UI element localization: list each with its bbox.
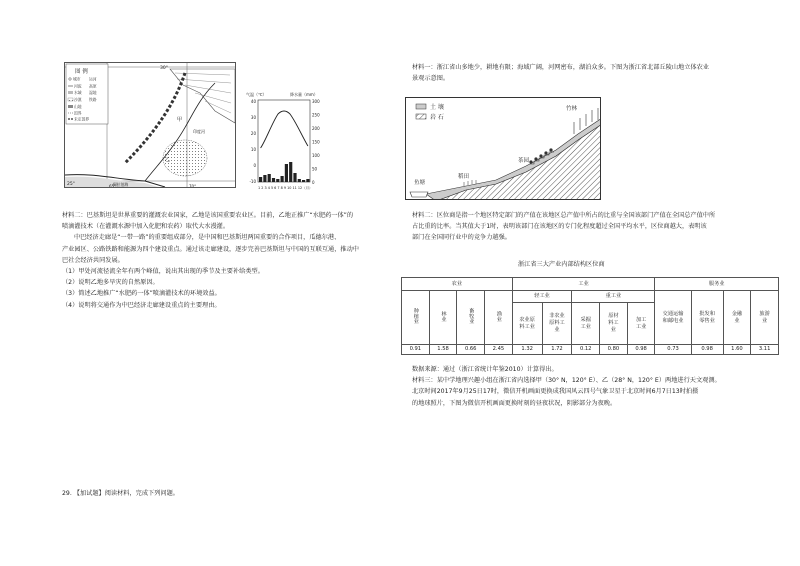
- right-tick: 50: [312, 166, 318, 172]
- lon-label: 65°: [109, 184, 117, 188]
- table-cell: 3.11: [751, 345, 779, 355]
- material1-line: 景观示意图。: [412, 75, 450, 83]
- col-header: 批发和零售业: [699, 310, 715, 324]
- question-1: （1）甲处河流径流全年有两个峰值，说出其出现的季节及主要补给类型。: [62, 268, 264, 276]
- legend-item: 湿地: [89, 90, 97, 95]
- table-cell: 0.98: [627, 345, 655, 355]
- map-legend-title: 图 例: [75, 69, 88, 75]
- sub-group-heavy: 重工业: [572, 291, 655, 303]
- terrace-diagram: [405, 97, 601, 200]
- climate-chart-svg: [244, 88, 326, 192]
- material2: [412, 210, 782, 244]
- left-tick: -10: [249, 179, 256, 184]
- corridor-line: 产业园区、公路铁路和能源为四个建设重点。通过该走廊建设，逐步完善巴基斯坦与中国的互联互通，推动中: [62, 245, 359, 253]
- material3-line: 材料三：某中学地理兴趣小组在浙江省内选择甲（30° N，120° E）、乙（28° N，120° E）两地进行天文观测。: [412, 377, 721, 385]
- col-header: 畜牧业: [468, 308, 475, 324]
- table-cell: 2.45: [485, 345, 513, 355]
- table-cell: 0.91: [402, 345, 430, 355]
- legend-item: 高原: [89, 83, 97, 89]
- label-tea: 茶园: [518, 158, 530, 164]
- table-title: 浙江省三大产业内部结构区位商: [518, 261, 605, 268]
- place-label-indus: 印度河: [193, 129, 205, 134]
- legend-soil: 土 壤: [430, 104, 444, 111]
- group-service: 服务业: [655, 278, 779, 291]
- table-cell: 1.58: [429, 345, 457, 355]
- material1-line: 材料一：浙江省山多地少，耕地有限；海域广阔，河网密布，湖泊众多。下图为浙江省北部丘陵山地立体农业: [412, 64, 709, 71]
- left-tick: 0: [253, 163, 256, 168]
- right-tick: 300: [312, 99, 320, 104]
- legend-item: 山地: [74, 104, 82, 109]
- left-axis-title: 气温（℃）: [246, 92, 267, 97]
- source-note: 数据来源：通过（浙江省统计年鉴2010）计算得出。: [412, 366, 558, 373]
- table-cell: 1.60: [723, 345, 751, 355]
- legend-item: 水域: [74, 90, 82, 95]
- material3-line: 的地球照片，下图为微信开机画面更换时刻的昼夜状况，阴影部分为夜晚。: [412, 399, 617, 407]
- corridor-line: 巴社会经济共同发展。: [62, 256, 124, 264]
- col-header: 金融业: [731, 310, 743, 324]
- material3-line: 北京时间2017年9月25日17时，微信开机画面更换成我国风云四号气象卫星于北京时间6月7日13时拍摄: [412, 388, 699, 396]
- label-bamboo: 竹林: [566, 106, 578, 112]
- col-header: 加工工业: [635, 316, 647, 330]
- sub-group-light: 轻工业: [512, 291, 572, 303]
- terrace-svg: [406, 98, 601, 200]
- table-cell: 0.73: [655, 345, 691, 355]
- table-cell: 1.32: [512, 345, 542, 355]
- place-label-jia: 甲: [177, 117, 183, 123]
- left-tick: 20: [250, 131, 256, 136]
- material2-r-line: 部门在全国同行业中的竞争力越强。: [412, 234, 511, 242]
- material3: [412, 364, 782, 409]
- col-header: 种植业: [412, 308, 419, 324]
- lat-label: 25°: [67, 182, 75, 187]
- table-cell: 1.72: [542, 345, 572, 355]
- material2-r-line: 材料二：区位商是指一个地区特定部门的产值在该地区总产值中所占的比重与全国该部门产值在全国总产值中所: [412, 212, 716, 219]
- right-axis-title: 降水量（mm）: [290, 92, 318, 97]
- place-label-yi: 乙: [165, 157, 171, 163]
- col-header: 非农业原料工业: [549, 313, 565, 333]
- material2-line: 材料二：巴基斯坦是世界重要的灌溉农业国家，乙地是该国重要农业区。目前，乙地正推广“水肥药一体”的: [62, 212, 354, 219]
- month-axis: 1 2 3 4 5 6 7 8 9 10 11 12（月）: [258, 186, 313, 190]
- right-tick: 100: [312, 153, 320, 158]
- legend-item: 河流: [74, 83, 82, 89]
- right-tick: 0: [312, 180, 315, 185]
- legend-item: 沙漠: [74, 97, 82, 102]
- label-paddy: 稻田: [458, 174, 470, 180]
- material2-r-line: 占比重的比率。当其值大于1时，表明该部门在该地区的专门化程度超过全国平均水平，区位商越大，表明该: [412, 223, 707, 231]
- left-tick: 10: [250, 147, 256, 152]
- question-4: （4）说明将交通作为中巴经济走廊建设重点的主要理由。: [62, 301, 221, 309]
- col-header: 农业原料工业: [519, 316, 535, 330]
- right-tick: 250: [312, 112, 320, 118]
- group-agriculture: 农业: [402, 278, 513, 291]
- table-cell: 0.80: [600, 345, 628, 355]
- table-cell: 0.66: [457, 345, 485, 355]
- table-cell: 0.98: [691, 345, 723, 355]
- left-tick: 30: [250, 115, 256, 120]
- map-drawing: [65, 63, 236, 188]
- col-header: 交通运输和邮电业: [662, 310, 684, 324]
- place-label-sea: 阿拉伯海: [113, 182, 129, 187]
- right-tick: 200: [312, 126, 320, 131]
- col-header: 原材料工业: [608, 313, 619, 333]
- material1: [412, 62, 772, 84]
- pakistan-map: [64, 62, 236, 188]
- corridor-line: 中巴经济走廊是“一带一路”的重要组成部分，是中国和巴基斯坦两国重要的合作项目，瓜德尔港、: [74, 234, 341, 242]
- label-fishpond: 鱼塘: [414, 180, 426, 186]
- legend-item: 运河: [89, 76, 97, 82]
- lon-label: 70°: [189, 184, 197, 188]
- question-29: 29. 【加试题】阅读材料，完成下列问题。: [62, 490, 179, 497]
- lat-label: 30°: [160, 66, 168, 71]
- legend-item: 铁路: [89, 97, 97, 102]
- left-text: [62, 210, 402, 311]
- question-2: （2）说明乙地多旱灾的自然原因。: [62, 279, 159, 287]
- table-cell: 0.12: [572, 345, 600, 355]
- legend-item: 城市: [73, 76, 81, 82]
- location-quotient-table: [401, 277, 779, 355]
- col-header: 渔业: [495, 310, 502, 322]
- right-tick: 150: [312, 139, 320, 145]
- legend-item: 国界: [74, 110, 82, 116]
- col-header: 林业: [440, 310, 447, 322]
- group-industry: 工业: [512, 278, 655, 291]
- col-header: 采掘工业: [580, 316, 591, 330]
- legend-item: 未定国界: [74, 116, 90, 122]
- col-header: 旅游业: [759, 310, 770, 324]
- material2-line: 喷滴灌技术（在灌溉水源中加入化肥和农药）取代大水漫灌。: [62, 223, 230, 231]
- climate-chart: [244, 88, 326, 192]
- question-3: （3）简述乙地推广“水肥药一体”喷滴灌技术的环境效益。: [62, 290, 221, 298]
- legend-rock: 岩 石: [430, 114, 444, 121]
- left-tick: 40: [250, 99, 256, 104]
